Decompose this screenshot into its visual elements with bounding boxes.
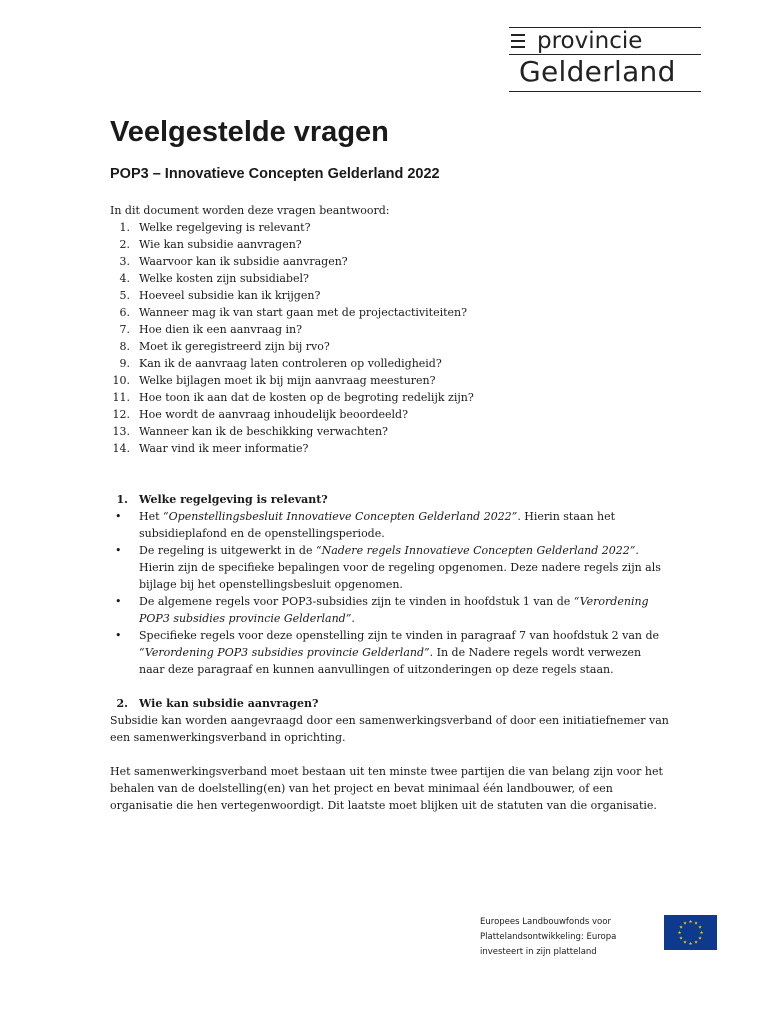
bullet-item bbox=[110, 508, 670, 542]
page-title: Veelgestelde vragen bbox=[110, 116, 389, 148]
bullet-icon: • bbox=[115, 629, 122, 642]
body-paragraph: Subsidie kan worden aangevraagd door een samenwerkingsverband of door een initiatiefnemer van een samenwerkingsverband in oprichting. bbox=[110, 714, 669, 744]
section-heading-text: Welke regelgeving is relevant? bbox=[139, 493, 328, 506]
question-item bbox=[110, 253, 670, 270]
question-item bbox=[110, 406, 670, 423]
question-item bbox=[110, 236, 670, 253]
logo-provincie: provincie bbox=[537, 28, 643, 54]
question-text: Waarvoor kan ik subsidie aanvragen? bbox=[139, 255, 348, 268]
body-paragraph: Het samenwerkingsverband moet bestaan uit ten minste twee partijen die van belang zijn voor het behalen van de doelstelling(en) van het project en bevat minimaal één landbouwer, of een organisatie die hen vertegenwoordigt. Dit laatste moet blijken uit de statuten van die organisatie. bbox=[110, 765, 663, 812]
question-item bbox=[110, 355, 670, 372]
section-heading bbox=[110, 695, 670, 712]
question-text: Kan ik de aanvraag laten controleren op volledigheid? bbox=[139, 357, 442, 370]
question-number: 13. bbox=[112, 425, 130, 438]
logo-gelderland: Gelderland bbox=[519, 55, 676, 88]
question-number: 11. bbox=[112, 391, 130, 404]
question-number: 1. bbox=[119, 221, 130, 234]
eu-star-icon: ★ bbox=[698, 936, 703, 942]
eu-star-icon: ★ bbox=[688, 942, 693, 948]
question-text: Moet ik geregistreerd zijn bij rvo? bbox=[139, 340, 330, 353]
eu-star-icon: ★ bbox=[693, 940, 699, 946]
question-number: 6. bbox=[119, 306, 130, 319]
question-text: Welke kosten zijn subsidiabel? bbox=[139, 272, 309, 285]
section-heading-text: Wie kan subsidie aanvragen? bbox=[139, 697, 319, 710]
bullet-item bbox=[110, 542, 670, 593]
eu-star-icon: ★ bbox=[698, 925, 703, 931]
section-aanvragers bbox=[110, 695, 670, 814]
question-item bbox=[110, 440, 670, 457]
question-text: Wanneer mag ik van start gaan met de projectactiviteiten? bbox=[139, 306, 468, 319]
intro-block bbox=[110, 202, 670, 457]
logo-stripes-icon bbox=[511, 32, 525, 48]
bullet-icon: • bbox=[115, 544, 122, 557]
eu-note-line: Plattelandsontwikkeling: Europa bbox=[480, 932, 617, 942]
section-regelgeving bbox=[110, 491, 670, 678]
question-number: 5. bbox=[119, 289, 130, 302]
bullet-text: De regeling is uitgewerkt in de bbox=[139, 544, 316, 557]
bullet-icon: • bbox=[115, 510, 122, 523]
eu-star-icon: ★ bbox=[682, 940, 688, 946]
eu-flag-icon bbox=[664, 915, 717, 950]
bullet-text: . Hierin staan het subsidieplafond en de openstellingsperiode. bbox=[139, 510, 616, 540]
bullet-document-title: “Openstellingsbesluit Innovatieve Concepten Gelderland 2022” bbox=[163, 510, 518, 523]
provincie-gelderland-logo bbox=[509, 27, 701, 93]
section-number: 2. bbox=[116, 697, 128, 710]
eu-funding-note bbox=[480, 915, 650, 960]
question-number: 4. bbox=[119, 272, 130, 285]
section-number: 1. bbox=[116, 493, 128, 506]
question-text: Hoe toon ik aan dat de kosten op de begroting redelijk zijn? bbox=[139, 391, 474, 404]
eu-star-icon: ★ bbox=[682, 921, 688, 927]
question-number: 7. bbox=[119, 323, 130, 336]
question-number: 10. bbox=[112, 374, 130, 387]
bullet-text: De algemene regels voor POP3-subsidies zijn te vinden in hoofdstuk 1 van de bbox=[139, 595, 574, 608]
bullet-document-title: “Nadere regels Innovatieve Concepten Gelderland 2022” bbox=[315, 544, 636, 557]
question-text: Wanneer kan ik de beschikking verwachten? bbox=[139, 425, 388, 438]
question-item bbox=[110, 372, 670, 389]
question-number: 9. bbox=[119, 357, 130, 370]
bullet-document-title: “Verordening POP3 subsidies provincie Gelderland” bbox=[139, 646, 430, 659]
bullet-item bbox=[110, 593, 670, 627]
eu-star-icon: ★ bbox=[693, 921, 699, 927]
question-number: 14. bbox=[112, 442, 130, 455]
question-item bbox=[110, 389, 670, 406]
eu-note-line: investeert in zijn platteland bbox=[480, 947, 597, 957]
question-number: 12. bbox=[112, 408, 130, 421]
question-number: 8. bbox=[119, 340, 130, 353]
bullet-item bbox=[110, 627, 670, 678]
eu-star-icon: ★ bbox=[678, 936, 683, 942]
question-item bbox=[110, 321, 670, 338]
question-text: Hoe dien ik een aanvraag in? bbox=[139, 323, 302, 336]
eu-star-icon: ★ bbox=[678, 925, 683, 931]
intro-text: In dit document worden deze vragen beantwoord: bbox=[110, 204, 390, 217]
question-item bbox=[110, 304, 670, 321]
question-item bbox=[110, 423, 670, 440]
question-text: Welke regelgeving is relevant? bbox=[139, 221, 311, 234]
question-item bbox=[110, 219, 670, 236]
question-number: 3. bbox=[119, 255, 130, 268]
eu-star-icon: ★ bbox=[677, 931, 682, 937]
bullet-text: Het bbox=[139, 510, 164, 523]
question-item bbox=[110, 338, 670, 355]
bullet-text: . In de Nadere regels wordt verwezen naar deze paragraaf en kunnen aanvullingen of uitzonderingen op deze regels staan. bbox=[139, 646, 642, 676]
question-text: Wie kan subsidie aanvragen? bbox=[139, 238, 302, 251]
question-item bbox=[110, 270, 670, 287]
eu-star-icon: ★ bbox=[699, 931, 704, 937]
bullet-list bbox=[110, 508, 670, 678]
question-item bbox=[110, 287, 670, 304]
question-text: Hoe wordt de aanvraag inhoudelijk beoordeeld? bbox=[139, 408, 408, 421]
question-text: Hoeveel subsidie kan ik krijgen? bbox=[139, 289, 321, 302]
question-list bbox=[110, 219, 670, 457]
eu-note-line: Europees Landbouwfonds voor bbox=[480, 917, 611, 927]
question-text: Waar vind ik meer informatie? bbox=[139, 442, 309, 455]
logo-rule-bottom bbox=[509, 91, 701, 92]
question-number: 2. bbox=[119, 238, 130, 251]
bullet-document-title: “Verordening POP3 subsidies provincie Gelderland” bbox=[139, 595, 649, 625]
eu-star-icon: ★ bbox=[688, 920, 693, 926]
bullet-text: Specifieke regels voor deze openstelling zijn te vinden in paragraaf 7 van hoofdstuk 2 van de bbox=[139, 629, 660, 642]
question-text: Welke bijlagen moet ik bij mijn aanvraag meesturen? bbox=[139, 374, 436, 387]
bullet-icon: • bbox=[115, 595, 122, 608]
section-heading bbox=[110, 491, 670, 508]
eu-stars-circle bbox=[664, 915, 717, 950]
bullet-text: . bbox=[351, 612, 355, 625]
bullet-text: . Hierin zijn de specifieke bepalingen voor de regeling opgenomen. Deze nadere regels zijn als bijlage bij het openstellingsbesluit opgenomen. bbox=[139, 544, 661, 591]
page-subtitle: POP3 – Innovatieve Concepten Gelderland 2022 bbox=[110, 166, 440, 182]
